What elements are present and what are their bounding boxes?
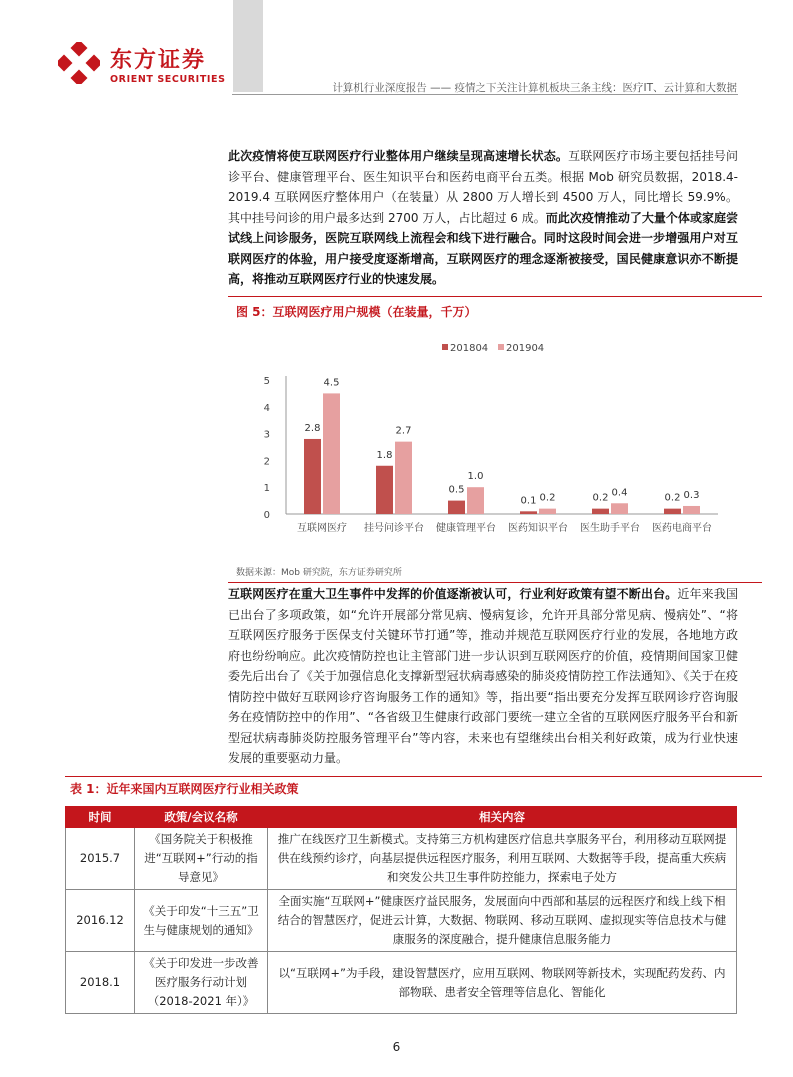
header-divider [232, 94, 738, 95]
bar-201804-3 [520, 511, 537, 514]
para1-text: 互联网医疗市场主要包括挂号问诊平台、健康管理平台、医生知识平台和医药电商平台五类。根据 Mob 研究员数据，2018.4-2019.4 互联网医疗整体用户（在装量）从 2800 万人增长到 4500 万人，同比增长 59.9%。其中挂号问诊的用户最多达到 2700 万人，占比超过 6 成。 [228, 149, 738, 225]
bar-value-label: 2.8 [304, 422, 321, 434]
x-tick-label: 健康管理平台 [436, 523, 496, 534]
bar-value-label: 0.2 [664, 492, 681, 504]
paragraph-policy [228, 584, 738, 769]
figure-title: 图 5：互联网医疗用户规模（在装量，千万） [236, 305, 477, 319]
bar-201904-1 [395, 442, 412, 514]
bar-value-label: 0.2 [592, 492, 609, 504]
row-content: 推广在线医疗卫生新模式。支持第三方机构建医疗信息共享服务平台，利用移动互联网提供在线预约诊疗，向基层提供远程医疗服务，利用互联网、大数据等手段，提高重大疾病和突发公共卫生事件防控能力，探索电子处方 [268, 828, 737, 890]
user-scale-bar-chart [236, 322, 736, 562]
legend-label-201904: 201904 [506, 343, 545, 354]
bar-value-label: 4.5 [323, 377, 340, 389]
bar-value-label: 2.7 [395, 425, 412, 437]
para1-bold-lead: 此次疫情将使互联网医疗行业整体用户继续呈现高速增长状态。 [228, 149, 569, 163]
para2-bold-lead: 互联网医疗在重大卫生事件中发挥的价值逐渐被认可，行业利好政策有望不断出台。 [228, 587, 678, 601]
policy-table [65, 806, 737, 1014]
bar-201904-3 [539, 509, 556, 514]
orient-logo-icon [58, 42, 100, 84]
table-top-rule [65, 776, 762, 777]
x-tick-label: 医生助手平台 [580, 523, 640, 534]
row-doc: 《国务院关于积极推进“互联网+”行动的指导意见》 [135, 828, 268, 890]
bar-value-label: 0.5 [448, 484, 465, 496]
legend-swatch-201904 [498, 344, 504, 350]
header-decor-bar [233, 0, 263, 92]
bar-201904-2 [467, 487, 484, 514]
figure-top-rule [228, 296, 762, 297]
bar-201904-0 [323, 393, 340, 514]
bar-201804-0 [304, 439, 321, 514]
table-header-row [66, 807, 737, 828]
y-tick-label: 2 [263, 456, 270, 468]
y-tick-label: 5 [263, 376, 270, 387]
para2-text: 近年来我国已出台了多项政策，如“允许开展部分常见病、慢病复诊，允许开具部分常见病、慢病处”、“将互联网医疗服务于医保支付关键环节打通”等，推动并规范互联网医疗行业的发展，各地地方政府也纷纷响应。此次疫情防控也让主管部门进一步认识到互联网医疗的价值，疫情期间国家卫健委先后出台了《关于加强信息化支撑新型冠状病毒感染的肺炎疫情防控工作法通知》、《关于在疫情防控中做好互联网诊疗咨询服务工作的通知》等，指出要“指出要充分发挥互联网诊疗咨询服务在疫情防控中的作用”、“各省级卫生健康行政部门要统一建立全省的互联网医疗服务平台和新型冠状病毒肺炎防控服务管理平台”等内容，未来也有望继续出台相关利好政策，成为行业快速发展的重要驱动力量。 [228, 587, 738, 765]
x-tick-label: 挂号问诊平台 [364, 523, 424, 534]
figure-bottom-rule [228, 582, 762, 583]
table-title: 表 1：近年来国内互联网医疗行业相关政策 [70, 782, 299, 796]
y-tick-label: 3 [263, 429, 270, 441]
bar-value-label: 0.2 [539, 492, 556, 504]
bar-201804-1 [376, 466, 393, 514]
y-tick-label: 4 [263, 402, 270, 414]
bar-value-label: 1.0 [467, 471, 484, 483]
row-time: 2015.7 [66, 828, 135, 890]
bar-value-label: 0.1 [520, 495, 537, 507]
bar-201904-5 [683, 506, 700, 514]
bar-201804-5 [664, 509, 681, 514]
x-tick-label: 医药电商平台 [652, 523, 712, 534]
bar-201904-4 [611, 503, 628, 514]
x-tick-label: 互联网医疗 [297, 523, 347, 534]
brand-name-en: ORIENT SECURITIES [110, 74, 226, 85]
paragraph-user-growth [228, 146, 738, 290]
para1-bold-tail: 而此次疫情推动了大量个体或家庭尝试线上问诊服务，医院互联网线上流程会和线下进行融合。同时这段时间会进一步增强用户对互联网医疗的体验，用户接受度逐渐增高，互联网医疗的理念逐渐被接受，国民健康意识亦不断提高，将推动互联网医疗行业的快速发展。 [228, 210, 738, 286]
header-content: 相关内容 [268, 807, 737, 828]
header-time: 时间 [66, 807, 135, 828]
bar-201804-4 [592, 509, 609, 514]
x-tick-label: 医药知识平台 [508, 523, 568, 534]
bar-value-label: 0.3 [683, 489, 700, 501]
row-time: 2018.1 [66, 952, 135, 1014]
bar-201804-2 [448, 501, 465, 514]
row-doc: 《关于印发进一步改善医疗服务行动计划（2018-2021 年）》 [135, 952, 268, 1014]
brand-name-cn: 东方证券 [110, 48, 207, 73]
bar-value-label: 1.8 [376, 449, 393, 461]
table-row [66, 828, 737, 890]
y-tick-label: 1 [263, 483, 270, 495]
row-time: 2016.12 [66, 890, 135, 952]
report-title: 计算机行业深度报告 —— 疫情之下关注计算机板块三条主线：医疗IT、云计算和大数据 [332, 82, 737, 94]
page-number: 6 [392, 1040, 401, 1054]
figure-source: 数据来源：Mob 研究院，东方证券研究所 [236, 568, 402, 578]
table-row [66, 890, 737, 952]
y-tick-label: 0 [263, 510, 270, 521]
legend-label-201804: 201804 [450, 343, 489, 354]
table-row [66, 952, 737, 1014]
header-doc: 政策/会议名称 [135, 807, 268, 828]
row-content: 全面实施“互联网+”健康医疗益民服务，发展面向中西部和基层的远程医疗和线上线下相结合的智慧医疗，促进云计算，大数据、物联网、移动互联网、虚拟现实等信息技术与健康服务的深度融合，提升健康信息服务能力 [268, 890, 737, 952]
bar-value-label: 0.4 [611, 487, 628, 499]
legend-swatch-201804 [442, 344, 448, 350]
row-content: 以“互联网+”为手段，建设智慧医疗，应用互联网、物联网等新技术，实现配药发药、内部物联、患者安全管理等信息化、智能化 [268, 952, 737, 1014]
row-doc: 《关于印发“十三五”卫生与健康规划的通知》 [135, 890, 268, 952]
